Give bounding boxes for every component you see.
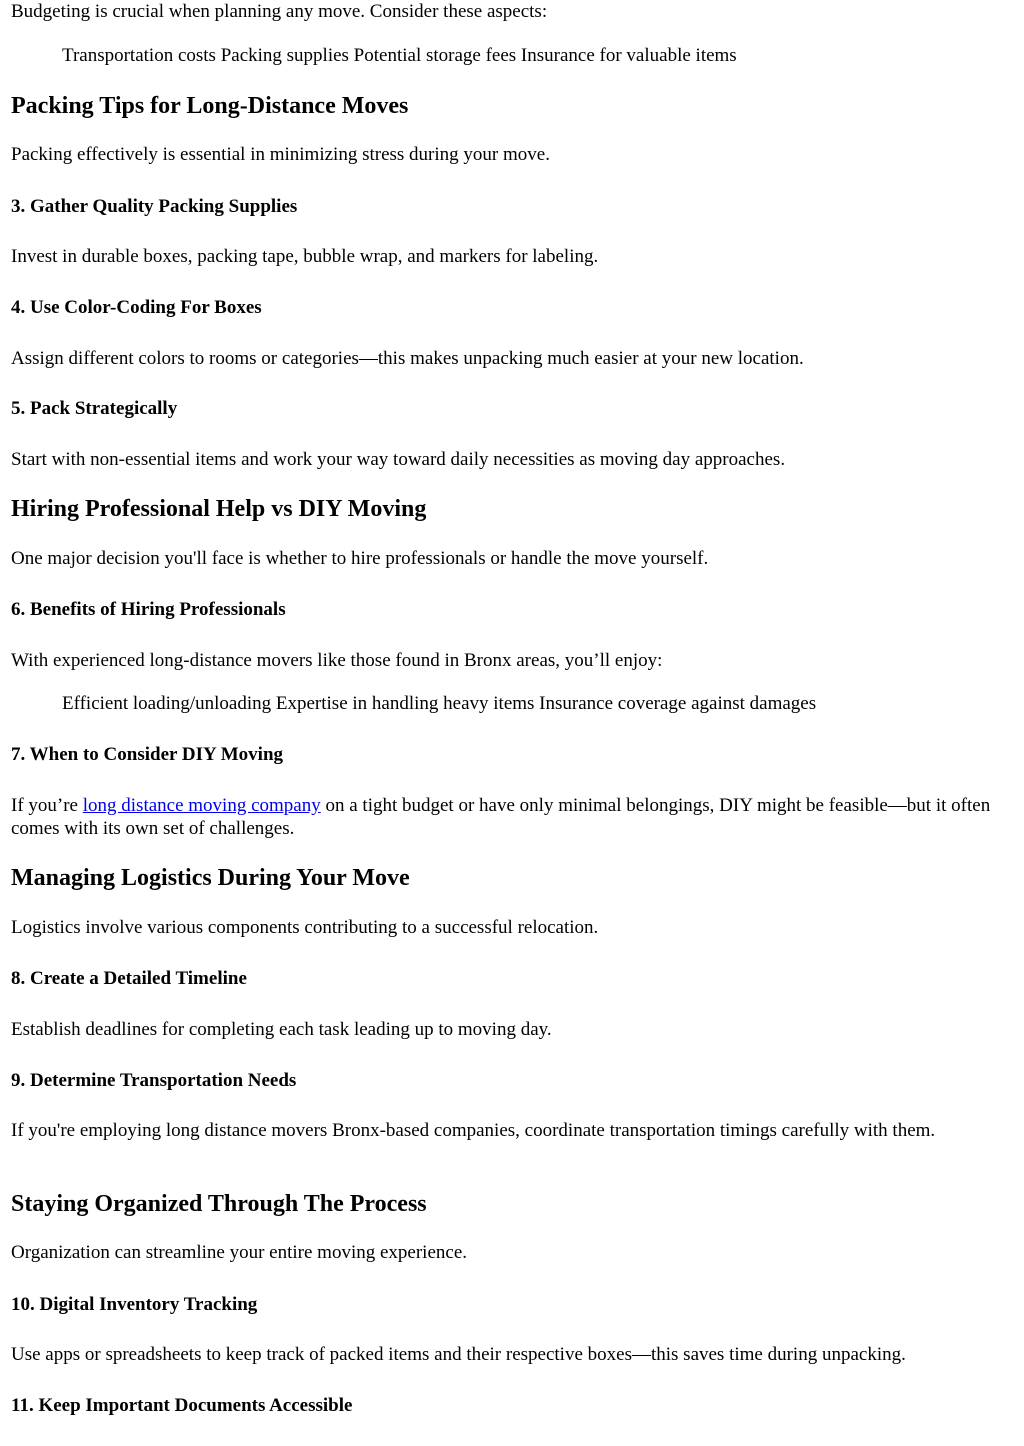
inventory-paragraph: Use apps or spreadsheets to keep track of packed items and their respective boxes—this saves time during unpacking. [11, 1344, 906, 1365]
diy-heading: 7. When to Consider DIY Moving [11, 744, 284, 765]
documents-heading: 11. Keep Important Documents Accessible [11, 1395, 353, 1416]
benefits-paragraph: With experienced long-distance movers like those found in Bronx areas, you’ll enjoy: [11, 650, 663, 671]
diy-suffix: on a tight budget or have only minimal belongings, DIY might be feasible—but it often comes with its own set of challenges. [11, 795, 991, 839]
color-coding-paragraph: Assign different colors to rooms or categories—this makes unpacking much easier at your new location. [11, 348, 804, 369]
transport-paragraph: If you're employing long distance movers Bronx-based companies, coordinate transportation timings carefully with them. [11, 1120, 936, 1141]
diy-paragraph [11, 794, 1010, 840]
diy-prefix: If you’re [11, 795, 83, 816]
benefits-heading: 6. Benefits of Hiring Professionals [11, 599, 286, 620]
hiring-intro: One major decision you'll face is whether to hire professionals or handle the move yourself. [11, 548, 709, 569]
budget-items-blockquote: Transportation costs Packing supplies Potential storage fees Insurance for valuable items [62, 45, 737, 66]
timeline-paragraph: Establish deadlines for completing each task leading up to moving day. [11, 1019, 552, 1040]
packing-intro: Packing effectively is essential in minimizing stress during your move. [11, 144, 550, 165]
benefits-items-blockquote: Efficient loading/unloading Expertise in handling heavy items Insurance coverage against damages [62, 693, 817, 714]
hiring-heading: Hiring Professional Help vs DIY Moving [11, 496, 427, 522]
pack-strategically-heading: 5. Pack Strategically [11, 398, 178, 419]
packing-heading: Packing Tips for Long-Distance Moves [11, 93, 409, 119]
inventory-heading: 10. Digital Inventory Tracking [11, 1294, 258, 1315]
timeline-heading: 8. Create a Detailed Timeline [11, 968, 247, 989]
supplies-heading: 3. Gather Quality Packing Supplies [11, 196, 298, 217]
color-coding-heading: 4. Use Color-Coding For Boxes [11, 297, 262, 318]
transport-heading: 9. Determine Transportation Needs [11, 1070, 297, 1091]
logistics-heading: Managing Logistics During Your Move [11, 865, 410, 891]
logistics-intro: Logistics involve various components contributing to a successful relocation. [11, 917, 599, 938]
supplies-paragraph: Invest in durable boxes, packing tape, bubble wrap, and markers for labeling. [11, 246, 599, 267]
organized-intro: Organization can streamline your entire moving experience. [11, 1242, 467, 1263]
pack-strategically-paragraph: Start with non-essential items and work your way toward daily necessities as moving day approaches. [11, 449, 786, 470]
long-distance-moving-company-link[interactable]: long distance moving company [82, 795, 321, 816]
budget-paragraph: Budgeting is crucial when planning any move. Consider these aspects: [11, 1, 548, 22]
organized-heading: Staying Organized Through The Process [11, 1191, 427, 1217]
